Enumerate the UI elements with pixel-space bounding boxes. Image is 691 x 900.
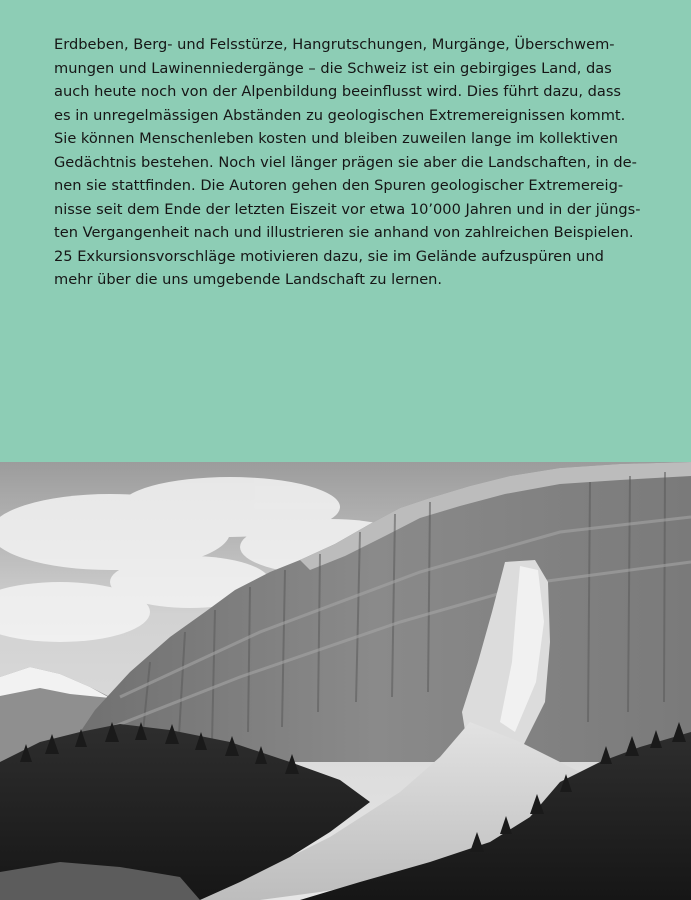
blurb-line: mungen und Lawinenniedergänge – die Schweiz ist ein gebirgiges Land, das xyxy=(54,59,612,77)
blurb-line: nisse seit dem Ende der letzten Eiszeit vor etwa 10’000 Jahren und in der jüngs- xyxy=(54,200,641,218)
cover-blurb xyxy=(54,33,644,292)
blurb-line: Gedächtnis bestehen. Noch viel länger prägen sie aber die Landschaften, in de- xyxy=(54,153,637,171)
blurb-line: 25 Exkursionsvorschläge motivieren dazu, sie im Gelände aufzuspüren und xyxy=(54,247,604,265)
blurb-line: mehr über die uns umgebende Landschaft zu lernen. xyxy=(54,271,443,288)
rockfall-landscape-photo xyxy=(0,462,691,900)
blurb-line: auch heute noch von der Alpenbildung beeinflusst wird. Dies führt dazu, dass xyxy=(54,83,622,100)
blurb-line: Sie können Menschenleben kosten und bleiben zuweilen lange im kollektiven xyxy=(54,130,619,147)
blurb-line: ten Vergangenheit nach und illustrieren sie anhand von zahlreichen Beispielen. xyxy=(54,224,634,241)
blurb-line: es in unregelmässigen Abständen zu geologischen Extremereignissen kommt. xyxy=(54,106,626,124)
blurb-line: Erdbeben, Berg- und Felsstürze, Hangrutschungen, Murgänge, Überschwem- xyxy=(54,36,615,53)
blurb-line: nen sie stattfinden. Die Autoren gehen den Spuren geologischer Extremereig- xyxy=(54,177,624,194)
